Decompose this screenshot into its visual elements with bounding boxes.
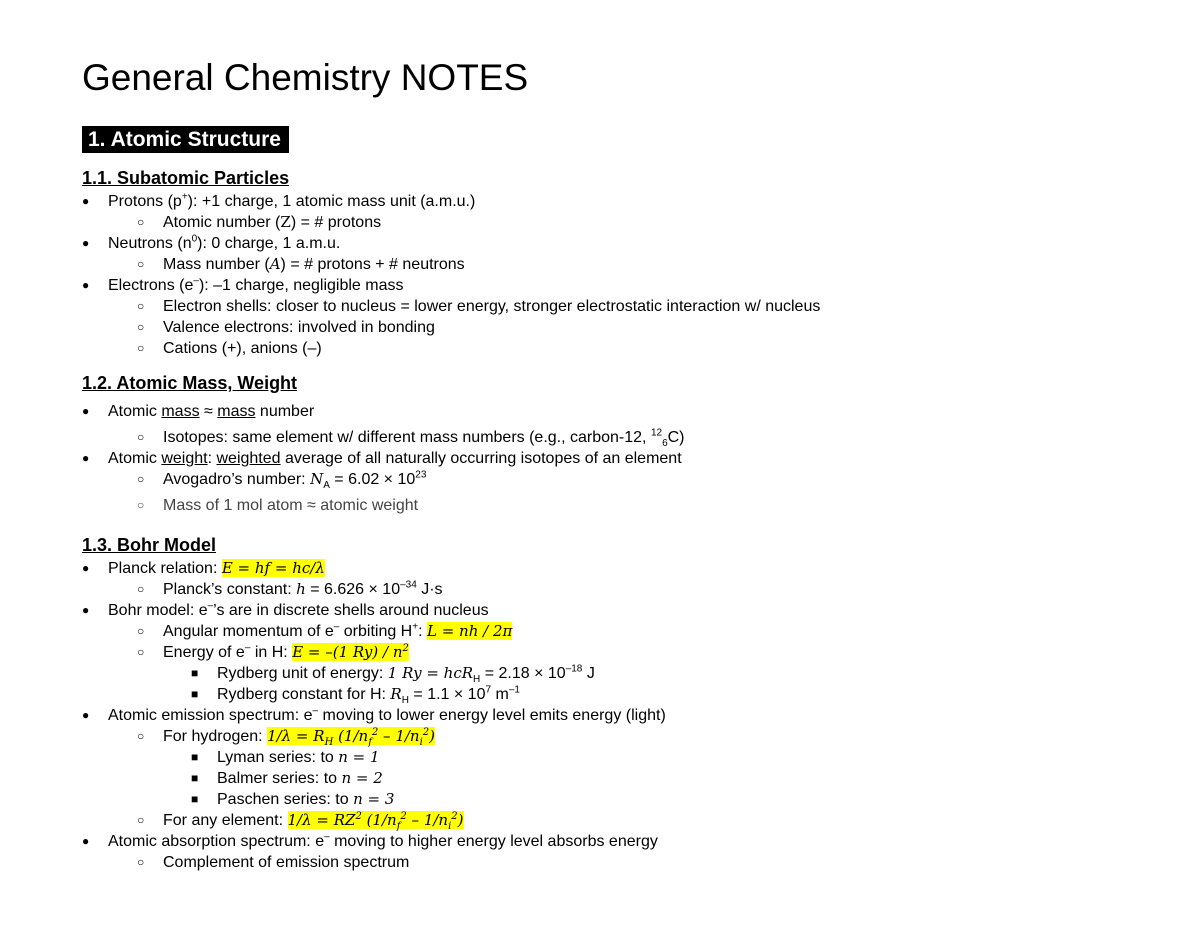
circle-bullet-icon: ○: [137, 320, 145, 334]
square-bullet-icon: ■: [191, 687, 199, 701]
bullet-icon: ●: [82, 561, 90, 575]
circle-bullet-icon: ○: [137, 257, 145, 271]
list-item: ○ Angular momentum of e– orbiting H+: L = nh / 2π: [137, 621, 513, 640]
highlighted-equation: $1/\lambda = R_H$ $(1/n_f^2 - 1/n_i^2)$: [267, 727, 436, 748]
list-item: ○ Complement of emission spectrum: [137, 854, 410, 871]
circle-bullet-icon: ○: [137, 498, 145, 512]
subheading-subatomic-particles: 1.1. Subatomic Particles: [82, 168, 290, 188]
list-item: ○ Isotopes: same element w/ different mass numbers (e.g., carbon-12, $^{12}_6$C): [137, 427, 685, 450]
circle-bullet-icon: ○: [137, 855, 145, 869]
circle-bullet-icon: ○: [137, 472, 145, 486]
list-item: ○ Mass of 1 mol atom ≈ atomic weight: [137, 497, 419, 514]
list-item: ○ Cations (+), anions (–): [137, 340, 322, 357]
circle-bullet-icon: ○: [137, 430, 145, 444]
list-item: ○ For hydrogen: $1/\lambda = R_H$ $(1/n_f^2 - 1/n_i^2)$: [137, 727, 436, 748]
highlighted-equation: E = hf = hc/λ: [221, 559, 325, 577]
list-item: ○ For any element: $1/\lambda = RZ^2$ $(1/n_f^2 - 1/n_i^2)$: [137, 811, 464, 832]
bullet-icon: ●: [82, 404, 90, 418]
list-item: ■ Rydberg unit of energy: 1 $Ry = hcR_H = 2.18 \times 10^{-18}$ J: [191, 663, 595, 686]
highlighted-equation: E = –(1 $Ry) / n^2$: [292, 643, 409, 661]
bullet-icon: ●: [82, 603, 90, 617]
subheading-bohr-model: 1.3. Bohr Model: [82, 535, 217, 555]
square-bullet-icon: ■: [191, 792, 199, 806]
list-item: ● Atomic emission spectrum: e– moving to lower energy level emits energy (light): [82, 705, 666, 724]
list-item: ○ Planck’s constant: $h = 6.626 \times 10^{-34}$ J·s: [137, 579, 443, 598]
bullet-icon: ●: [82, 278, 90, 292]
square-bullet-icon: ■: [191, 750, 199, 764]
list-item: ● Bohr model: e–’s are in discrete shells around nucleus: [82, 600, 489, 619]
highlighted-equation: $1/\lambda = RZ^2$ $(1/n_f^2 - 1/n_i^2)$: [287, 811, 464, 832]
list-item: ○ Electron shells: closer to nucleus = lower energy, stronger electrostatic interaction w/ nucleus: [137, 298, 821, 315]
list-item: ○ Valence electrons: involved in bonding: [137, 319, 435, 336]
circle-bullet-icon: ○: [137, 729, 145, 743]
square-bullet-icon: ■: [191, 771, 199, 785]
subheading-atomic-mass-weight: 1.2. Atomic Mass, Weight: [82, 373, 298, 393]
section-heading-atomic-structure: 1. Atomic Structure: [82, 126, 289, 153]
circle-bullet-icon: ○: [137, 582, 145, 596]
bullet-icon: ●: [82, 834, 90, 848]
list-item: ○ Mass number (A) = # protons + # neutrons: [137, 255, 465, 273]
list-item: ● Neutrons $(n^0)$: 0 charge, 1 a.m.u.: [82, 233, 341, 252]
bullet-icon: ●: [82, 236, 90, 250]
list-item: ■ Rydberg constant for H: $R_H = 1.1 \times 10^7$ $m^{-1}$: [191, 684, 520, 707]
bullet-icon: ●: [82, 194, 90, 208]
list-item: ■ Paschen series: to n = 3: [191, 790, 395, 808]
circle-bullet-icon: ○: [137, 645, 145, 659]
circle-bullet-icon: ○: [137, 299, 145, 313]
circle-bullet-icon: ○: [137, 813, 145, 827]
list-item: ● Atomic mass ≈ mass number: [82, 403, 315, 420]
list-item: ● Protons (p+): +1 charge, 1 atomic mass unit (a.m.u.): [82, 191, 476, 210]
page-title: General Chemistry NOTES: [82, 57, 529, 98]
circle-bullet-icon: ○: [137, 215, 145, 229]
list-item: ● Atomic weight: weighted average of all naturally occurring isotopes of an element: [82, 450, 682, 467]
list-item: ● Planck relation: E = hf = hc/λ: [82, 559, 325, 577]
list-item: ○ Energy of e– in H: E = –(1 $Ry) / n^2$: [137, 642, 409, 661]
list-item: ○ Avogadro’s number: $N_A = 6.02 \times 10^{23}$: [137, 469, 427, 492]
circle-bullet-icon: ○: [137, 624, 145, 638]
list-item: ○ Atomic number (Z) = # protons: [137, 213, 382, 231]
list-item: ● Atomic absorption spectrum: e– moving to higher energy level absorbs energy: [82, 831, 658, 850]
bullet-icon: ●: [82, 708, 90, 722]
highlighted-equation: L = nh / 2π: [426, 622, 513, 640]
bullet-icon: ●: [82, 451, 90, 465]
list-item: ● Electrons (e–): –1 charge, negligible mass: [82, 275, 404, 294]
circle-bullet-icon: ○: [137, 341, 145, 355]
list-item: ■ Balmer series: to n = 2: [191, 769, 383, 787]
list-item: ■ Lyman series: to n = 1: [191, 748, 380, 766]
square-bullet-icon: ■: [191, 666, 199, 680]
